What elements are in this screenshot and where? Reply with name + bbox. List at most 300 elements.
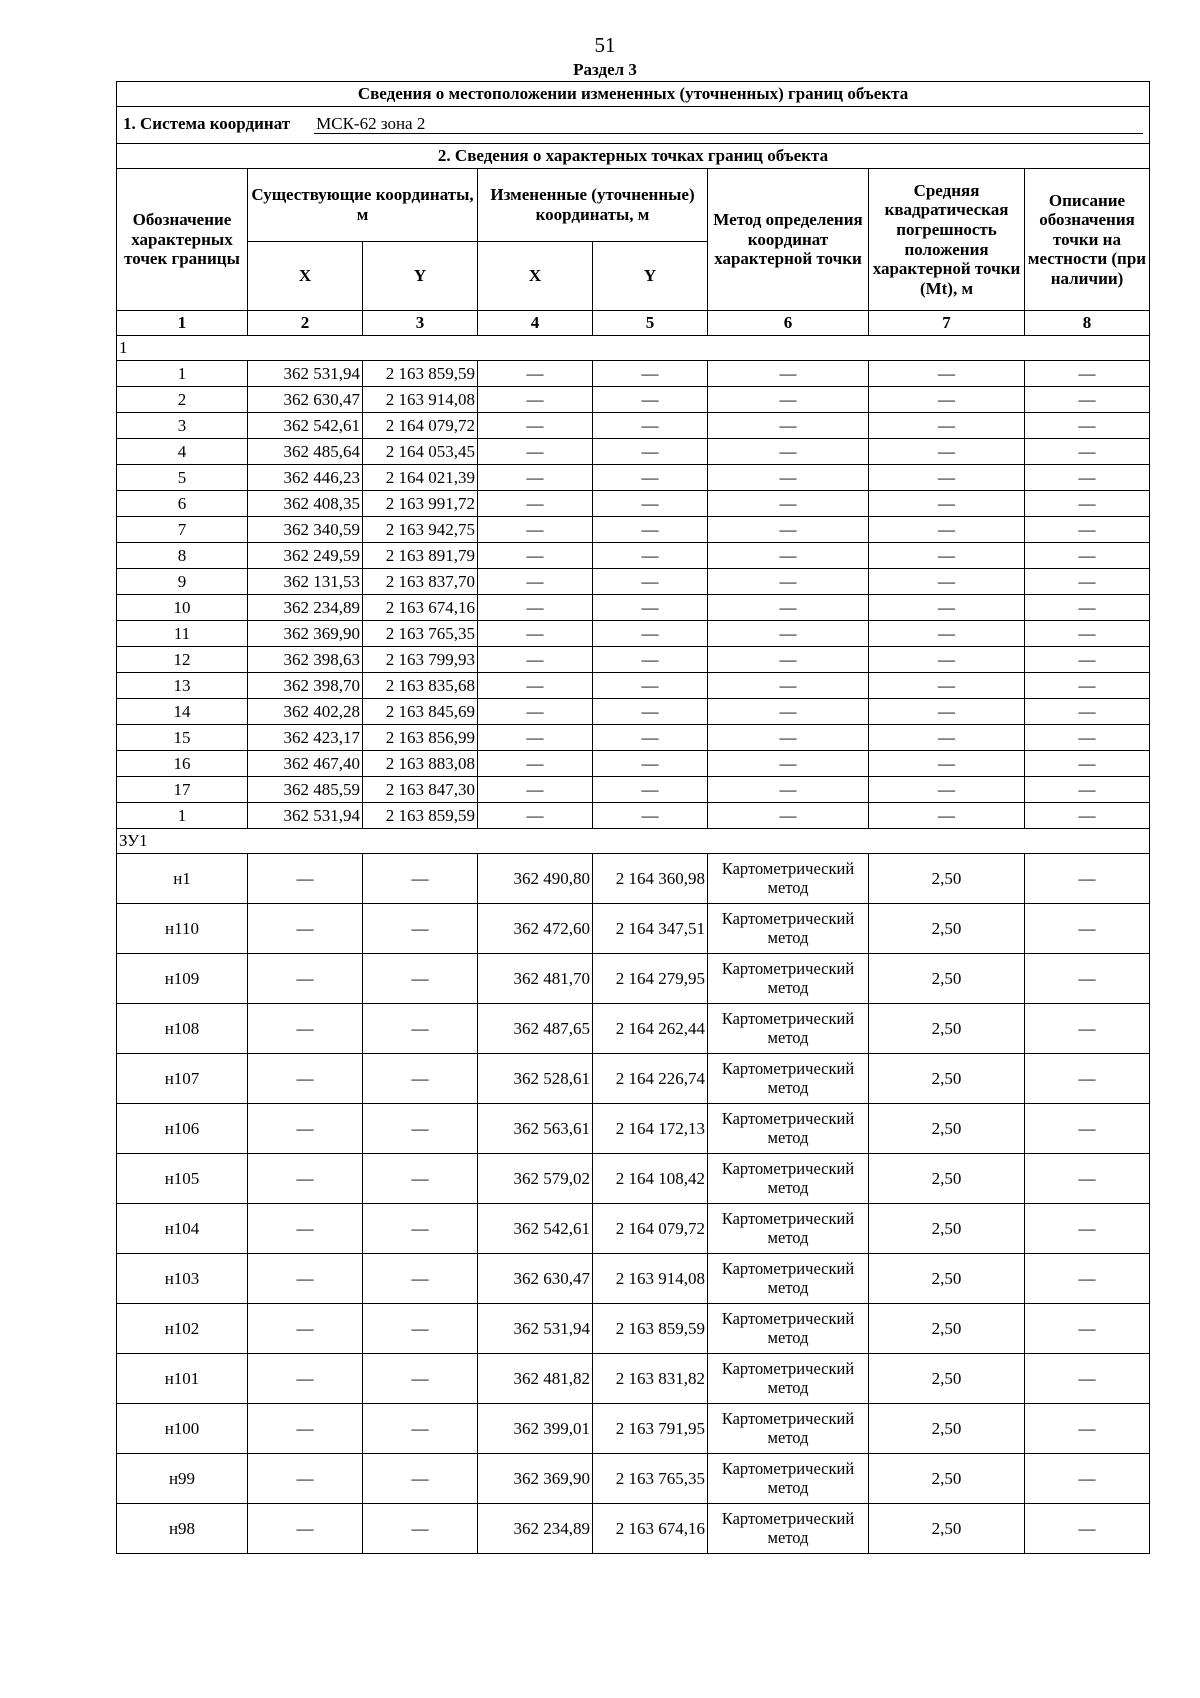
- table-cell: —: [593, 517, 708, 543]
- table-cell: 16: [117, 751, 248, 777]
- table-cell: 362 234,89: [478, 1504, 593, 1554]
- table-row: [117, 517, 1150, 543]
- table-cell: 2,50: [869, 1254, 1025, 1304]
- table-cell: —: [593, 465, 708, 491]
- table-cell: —: [1025, 387, 1150, 413]
- table-cell: —: [708, 803, 869, 829]
- table-cell: —: [1025, 1304, 1150, 1354]
- table-cell: —: [1025, 1354, 1150, 1404]
- table-cell: —: [478, 647, 593, 673]
- table-cell: 2 164 108,42: [593, 1154, 708, 1204]
- table-cell: 362 531,94: [248, 361, 363, 387]
- column-number: 7: [869, 311, 1025, 336]
- table-cell: н99: [117, 1454, 248, 1504]
- table-cell: —: [478, 803, 593, 829]
- table-cell: —: [1025, 1454, 1150, 1504]
- table-cell: —: [363, 1054, 478, 1104]
- table-cell: Картометрический метод: [708, 1354, 869, 1404]
- table-cell: —: [478, 699, 593, 725]
- table-row: [117, 595, 1150, 621]
- table-cell: —: [1025, 465, 1150, 491]
- table-cell: 362 481,82: [478, 1354, 593, 1404]
- table-row: [117, 621, 1150, 647]
- table-cell: —: [869, 439, 1025, 465]
- table-cell: 362 249,59: [248, 543, 363, 569]
- table-row: [117, 647, 1150, 673]
- table-row: [117, 413, 1150, 439]
- table-cell: 2 163 942,75: [363, 517, 478, 543]
- table-cell: н109: [117, 954, 248, 1004]
- table-cell: —: [708, 543, 869, 569]
- column-numbers-row: [117, 311, 1150, 336]
- table-cell: —: [593, 777, 708, 803]
- boundary-points-table: [116, 81, 1150, 1554]
- table-cell: —: [363, 1354, 478, 1404]
- table-row: [117, 1204, 1150, 1254]
- table-row: [117, 699, 1150, 725]
- table-cell: 2,50: [869, 1054, 1025, 1104]
- table-cell: —: [1025, 413, 1150, 439]
- table-cell: 13: [117, 673, 248, 699]
- table-cell: —: [708, 647, 869, 673]
- col-header-error: Средняя квадратическая погрешность положения характерной точки (Mt), м: [869, 169, 1025, 311]
- table-cell: 362 485,59: [248, 777, 363, 803]
- table-cell: 2 163 765,35: [593, 1454, 708, 1504]
- table-row: [117, 1504, 1150, 1554]
- table-cell: —: [1025, 595, 1150, 621]
- col-header-existing-y: Y: [363, 242, 478, 311]
- table-cell: Картометрический метод: [708, 954, 869, 1004]
- table-cell: 2 163 859,59: [363, 361, 478, 387]
- table-cell: —: [1025, 904, 1150, 954]
- table-cell: н106: [117, 1104, 248, 1154]
- table-cell: 8: [117, 543, 248, 569]
- table-cell: —: [1025, 1504, 1150, 1554]
- table-cell: —: [708, 491, 869, 517]
- table-cell: 1: [117, 361, 248, 387]
- table-cell: 2,50: [869, 854, 1025, 904]
- table-cell: —: [363, 904, 478, 954]
- table-cell: —: [248, 1404, 363, 1454]
- table-cell: н108: [117, 1004, 248, 1054]
- table-cell: —: [593, 751, 708, 777]
- table-cell: —: [1025, 854, 1150, 904]
- group-row: [117, 336, 1150, 361]
- table-cell: 2 163 991,72: [363, 491, 478, 517]
- table-cell: —: [1025, 491, 1150, 517]
- table-cell: —: [363, 1254, 478, 1304]
- table-cell: 362 485,64: [248, 439, 363, 465]
- col-header-changed-coords: Измененные (уточненные) координаты, м: [478, 169, 708, 242]
- table-cell: —: [248, 1454, 363, 1504]
- table-cell: —: [478, 569, 593, 595]
- table-cell: н107: [117, 1054, 248, 1104]
- table-cell: 362 402,28: [248, 699, 363, 725]
- table-cell: —: [1025, 1204, 1150, 1254]
- table-cell: н103: [117, 1254, 248, 1304]
- table-cell: 362 487,65: [478, 1004, 593, 1054]
- table-cell: 362 131,53: [248, 569, 363, 595]
- table-cell: —: [248, 854, 363, 904]
- table-cell: —: [478, 465, 593, 491]
- table-cell: 2 163 914,08: [593, 1254, 708, 1304]
- table-cell: 362 399,01: [478, 1404, 593, 1454]
- table-cell: 7: [117, 517, 248, 543]
- table-cell: —: [593, 647, 708, 673]
- table-row: [117, 673, 1150, 699]
- table-row: [117, 1304, 1150, 1354]
- table-cell: —: [593, 595, 708, 621]
- table-cell: —: [478, 413, 593, 439]
- table-cell: 362 579,02: [478, 1154, 593, 1204]
- table-cell: —: [708, 361, 869, 387]
- table-cell: 2 164 172,13: [593, 1104, 708, 1154]
- table-cell: 2,50: [869, 1104, 1025, 1154]
- table-cell: —: [593, 699, 708, 725]
- table-cell: —: [478, 673, 593, 699]
- table-cell: —: [248, 1104, 363, 1154]
- table-cell: 362 472,60: [478, 904, 593, 954]
- table-cell: —: [1025, 803, 1150, 829]
- table-cell: —: [593, 491, 708, 517]
- table-cell: —: [478, 439, 593, 465]
- table-cell: —: [1025, 621, 1150, 647]
- table-cell: 4: [117, 439, 248, 465]
- col-header-method: Метод определения координат характерной точки: [708, 169, 869, 311]
- table-cell: 2 163 883,08: [363, 751, 478, 777]
- coord-system-value: МСК-62 зона 2: [314, 114, 1143, 135]
- table-cell: —: [593, 361, 708, 387]
- table-cell: —: [248, 1004, 363, 1054]
- table-row: [117, 465, 1150, 491]
- table-row: [117, 1354, 1150, 1404]
- table-row: [117, 777, 1150, 803]
- column-number: 3: [363, 311, 478, 336]
- table-cell: Картометрический метод: [708, 1204, 869, 1254]
- table-cell: —: [708, 569, 869, 595]
- table-cell: —: [478, 387, 593, 413]
- table-cell: —: [363, 954, 478, 1004]
- table-cell: 15: [117, 725, 248, 751]
- table-cell: 2,50: [869, 954, 1025, 1004]
- table-cell: —: [1025, 751, 1150, 777]
- table-cell: Картометрический метод: [708, 1304, 869, 1354]
- table-cell: 2 163 791,95: [593, 1404, 708, 1454]
- table-cell: —: [1025, 1254, 1150, 1304]
- group-label: ЗУ1: [117, 829, 1150, 854]
- table-cell: н1: [117, 854, 248, 904]
- table-cell: —: [708, 413, 869, 439]
- table-cell: —: [869, 569, 1025, 595]
- column-number: 5: [593, 311, 708, 336]
- table-cell: 2 164 079,72: [593, 1204, 708, 1254]
- table-cell: —: [363, 1304, 478, 1354]
- table-cell: 12: [117, 647, 248, 673]
- table-cell: 9: [117, 569, 248, 595]
- table-cell: —: [869, 673, 1025, 699]
- table-cell: н104: [117, 1204, 248, 1254]
- table-cell: —: [478, 751, 593, 777]
- table-cell: —: [248, 1054, 363, 1104]
- table-cell: —: [593, 803, 708, 829]
- table-cell: 2 163 765,35: [363, 621, 478, 647]
- table-cell: 2 164 279,95: [593, 954, 708, 1004]
- table-cell: —: [593, 621, 708, 647]
- col-header-changed-y: Y: [593, 242, 708, 311]
- table-cell: 362 531,94: [478, 1304, 593, 1354]
- table-cell: —: [708, 465, 869, 491]
- table-cell: —: [1025, 699, 1150, 725]
- table-cell: —: [1025, 1104, 1150, 1154]
- table-cell: 362 234,89: [248, 595, 363, 621]
- table-row: [117, 854, 1150, 904]
- table-cell: 2 164 360,98: [593, 854, 708, 904]
- table-cell: —: [248, 1504, 363, 1554]
- table-cell: —: [708, 621, 869, 647]
- column-number: 4: [478, 311, 593, 336]
- table-subtitle: 2. Сведения о характерных точках границ объекта: [117, 144, 1150, 169]
- table-cell: —: [363, 1504, 478, 1554]
- table-row: [117, 361, 1150, 387]
- table-cell: 2 163 914,08: [363, 387, 478, 413]
- table-cell: —: [1025, 725, 1150, 751]
- table-row: [117, 1254, 1150, 1304]
- table-cell: 362 467,40: [248, 751, 363, 777]
- table-cell: 2: [117, 387, 248, 413]
- table-cell: —: [1025, 1404, 1150, 1454]
- table-cell: 2 164 262,44: [593, 1004, 708, 1054]
- table-cell: —: [1025, 673, 1150, 699]
- table-cell: —: [708, 751, 869, 777]
- table-cell: —: [593, 439, 708, 465]
- table-cell: —: [869, 751, 1025, 777]
- table-cell: —: [248, 1354, 363, 1404]
- table-cell: 2 164 021,39: [363, 465, 478, 491]
- table-cell: —: [363, 1004, 478, 1054]
- table-cell: 362 630,47: [248, 387, 363, 413]
- table-cell: —: [363, 1454, 478, 1504]
- table-cell: —: [869, 491, 1025, 517]
- table-cell: 2 163 674,16: [593, 1504, 708, 1554]
- table-cell: —: [1025, 1004, 1150, 1054]
- table-cell: —: [1025, 361, 1150, 387]
- coord-system-label: 1. Система координат: [123, 114, 291, 134]
- table-cell: —: [869, 543, 1025, 569]
- table-cell: —: [708, 439, 869, 465]
- table-cell: —: [593, 543, 708, 569]
- table-cell: —: [869, 413, 1025, 439]
- table-cell: —: [363, 854, 478, 904]
- table-cell: —: [1025, 569, 1150, 595]
- table-cell: 2,50: [869, 1454, 1025, 1504]
- table-cell: —: [478, 361, 593, 387]
- table-cell: н98: [117, 1504, 248, 1554]
- table-cell: 2 163 674,16: [363, 595, 478, 621]
- column-number: 6: [708, 311, 869, 336]
- group-label: 1: [117, 336, 1150, 361]
- table-cell: —: [708, 673, 869, 699]
- table-cell: —: [1025, 1154, 1150, 1204]
- table-cell: 362 369,90: [478, 1454, 593, 1504]
- table-cell: 2 163 859,59: [593, 1304, 708, 1354]
- table-cell: —: [248, 1154, 363, 1204]
- table-cell: 2 164 079,72: [363, 413, 478, 439]
- table-cell: —: [869, 699, 1025, 725]
- table-cell: 2 163 845,69: [363, 699, 478, 725]
- table-cell: —: [1025, 543, 1150, 569]
- table-row: [117, 1404, 1150, 1454]
- page-number: 51: [594, 33, 616, 57]
- table-cell: 362 398,63: [248, 647, 363, 673]
- coord-system-cell: [117, 107, 1150, 144]
- table-cell: —: [1025, 777, 1150, 803]
- table-cell: —: [478, 595, 593, 621]
- table-cell: —: [1025, 517, 1150, 543]
- table-cell: —: [708, 595, 869, 621]
- table-cell: 2 163 835,68: [363, 673, 478, 699]
- table-cell: —: [593, 413, 708, 439]
- table-cell: 2,50: [869, 1154, 1025, 1204]
- table-cell: 362 542,61: [248, 413, 363, 439]
- table-cell: —: [593, 387, 708, 413]
- column-number: 1: [117, 311, 248, 336]
- table-row: [117, 954, 1150, 1004]
- table-row: [117, 803, 1150, 829]
- table-cell: —: [363, 1204, 478, 1254]
- table-cell: 10: [117, 595, 248, 621]
- table-row: [117, 387, 1150, 413]
- table-cell: н101: [117, 1354, 248, 1404]
- table-cell: 362 408,35: [248, 491, 363, 517]
- table-cell: —: [248, 904, 363, 954]
- table-cell: 362 630,47: [478, 1254, 593, 1304]
- table-cell: Картометрический метод: [708, 1404, 869, 1454]
- table-cell: —: [593, 569, 708, 595]
- table-row: [117, 1104, 1150, 1154]
- table-cell: —: [248, 954, 363, 1004]
- table-cell: 362 369,90: [248, 621, 363, 647]
- col-header-existing-x: X: [248, 242, 363, 311]
- table-cell: Картометрический метод: [708, 1054, 869, 1104]
- table-cell: 2,50: [869, 904, 1025, 954]
- table-cell: Картометрический метод: [708, 1004, 869, 1054]
- table-cell: —: [708, 387, 869, 413]
- table-cell: 2 164 053,45: [363, 439, 478, 465]
- table-cell: 2 163 847,30: [363, 777, 478, 803]
- table-cell: н110: [117, 904, 248, 954]
- table-cell: —: [1025, 1054, 1150, 1104]
- table-cell: 2,50: [869, 1404, 1025, 1454]
- table-cell: —: [869, 361, 1025, 387]
- table-cell: 2 163 856,99: [363, 725, 478, 751]
- table-cell: 362 340,59: [248, 517, 363, 543]
- col-header-changed-x: X: [478, 242, 593, 311]
- table-cell: —: [869, 465, 1025, 491]
- section-label: Раздел 3: [573, 60, 637, 79]
- table-cell: —: [869, 595, 1025, 621]
- table-cell: 2,50: [869, 1304, 1025, 1354]
- table-cell: —: [869, 387, 1025, 413]
- table-title: Сведения о местоположении измененных (уточненных) границ объекта: [117, 82, 1150, 107]
- table-row: [117, 1154, 1150, 1204]
- table-row: [117, 904, 1150, 954]
- table-row: [117, 1054, 1150, 1104]
- table-cell: 2,50: [869, 1204, 1025, 1254]
- table-cell: 2 163 859,59: [363, 803, 478, 829]
- column-number: 8: [1025, 311, 1150, 336]
- table-cell: —: [869, 803, 1025, 829]
- col-header-description: Описание обозначения точки на местности (при наличии): [1025, 169, 1150, 311]
- table-cell: —: [248, 1254, 363, 1304]
- table-cell: Картометрический метод: [708, 854, 869, 904]
- table-cell: 362 398,70: [248, 673, 363, 699]
- table-cell: 2 163 837,70: [363, 569, 478, 595]
- col-header-point: Обозначение характерных точек границы: [117, 169, 248, 311]
- table-row: [117, 491, 1150, 517]
- table-cell: —: [478, 491, 593, 517]
- table-cell: —: [478, 621, 593, 647]
- table-cell: 2 164 226,74: [593, 1054, 708, 1104]
- table-cell: —: [363, 1154, 478, 1204]
- table-cell: 2,50: [869, 1004, 1025, 1054]
- table-cell: 2,50: [869, 1354, 1025, 1404]
- table-cell: Картометрический метод: [708, 1254, 869, 1304]
- table-cell: н102: [117, 1304, 248, 1354]
- table-cell: —: [708, 517, 869, 543]
- table-cell: —: [869, 621, 1025, 647]
- table-cell: 14: [117, 699, 248, 725]
- table-row: [117, 439, 1150, 465]
- table-cell: н105: [117, 1154, 248, 1204]
- table-row: [117, 569, 1150, 595]
- table-row: [117, 725, 1150, 751]
- table-cell: 6: [117, 491, 248, 517]
- table-cell: Картометрический метод: [708, 1154, 869, 1204]
- table-cell: —: [1025, 954, 1150, 1004]
- table-cell: —: [478, 777, 593, 803]
- table-cell: 2,50: [869, 1504, 1025, 1554]
- group-row: [117, 829, 1150, 854]
- table-cell: —: [593, 673, 708, 699]
- table-cell: Картометрический метод: [708, 1104, 869, 1154]
- col-header-existing-coords: Существующие координаты, м: [248, 169, 478, 242]
- table-cell: 2 163 831,82: [593, 1354, 708, 1404]
- table-cell: 362 531,94: [248, 803, 363, 829]
- table-cell: —: [478, 517, 593, 543]
- table-cell: —: [869, 647, 1025, 673]
- table-cell: —: [1025, 439, 1150, 465]
- table-cell: 362 528,61: [478, 1054, 593, 1104]
- table-cell: 362 542,61: [478, 1204, 593, 1254]
- table-cell: 2 164 347,51: [593, 904, 708, 954]
- table-row: [117, 751, 1150, 777]
- table-cell: 362 481,70: [478, 954, 593, 1004]
- table-cell: 362 446,23: [248, 465, 363, 491]
- table-cell: 17: [117, 777, 248, 803]
- table-cell: Картометрический метод: [708, 1454, 869, 1504]
- table-cell: Картометрический метод: [708, 904, 869, 954]
- table-cell: Картометрический метод: [708, 1504, 869, 1554]
- table-cell: 3: [117, 413, 248, 439]
- table-cell: 2 163 799,93: [363, 647, 478, 673]
- table-cell: 2 163 891,79: [363, 543, 478, 569]
- table-cell: 5: [117, 465, 248, 491]
- table-cell: —: [708, 725, 869, 751]
- table-cell: 1: [117, 803, 248, 829]
- table-cell: —: [248, 1304, 363, 1354]
- table-cell: —: [478, 725, 593, 751]
- table-cell: 362 423,17: [248, 725, 363, 751]
